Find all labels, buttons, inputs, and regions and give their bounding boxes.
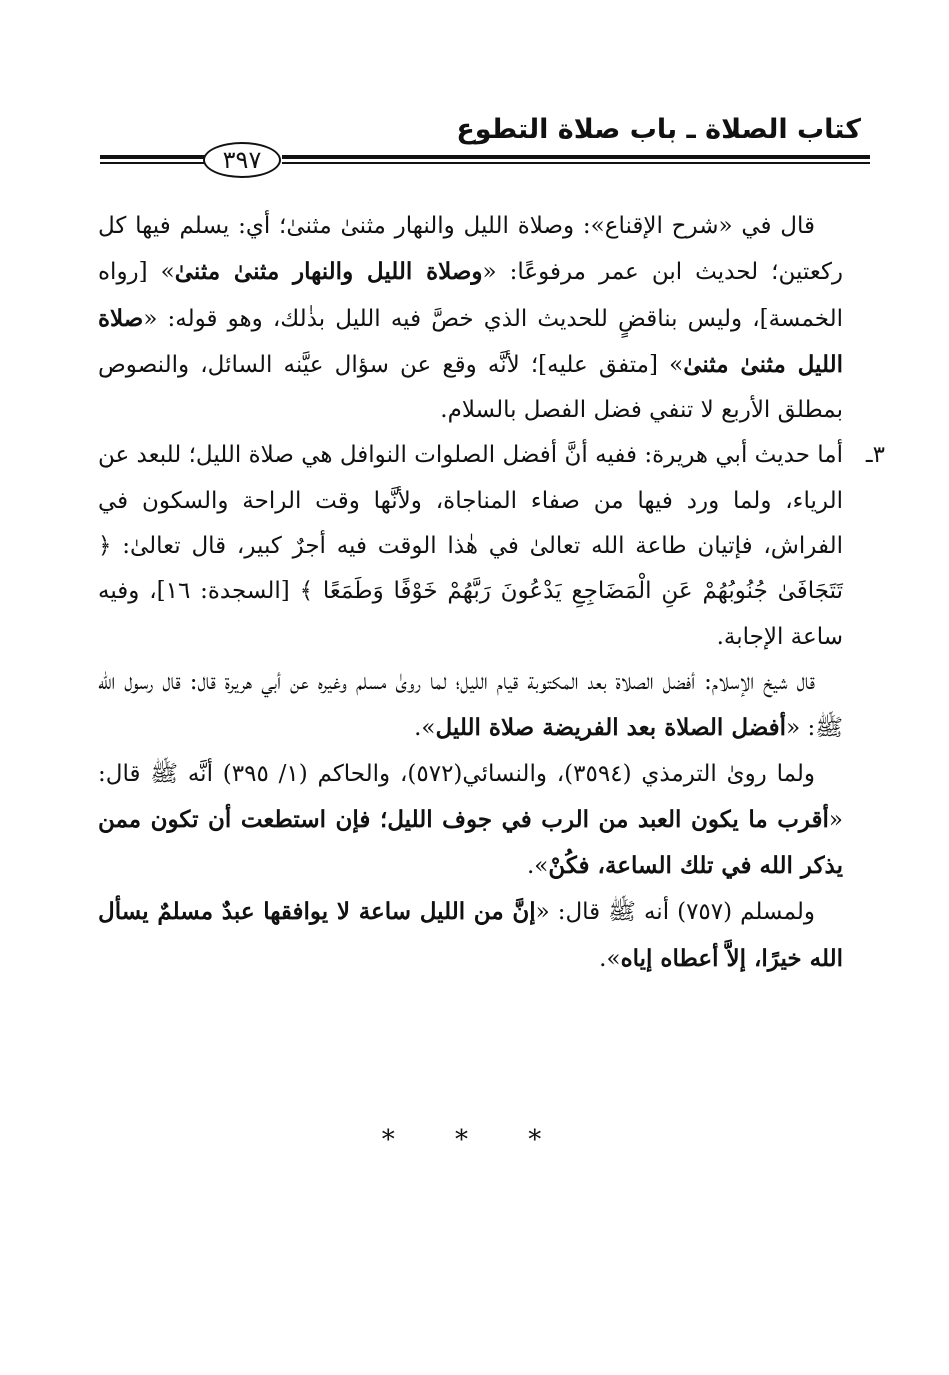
section-divider: * * *: [381, 1125, 568, 1155]
text-run: أما حديث أبي هريرة: ففيه أنَّ أفضل الصلوات النوافل هي صلاة الليل؛ للبعد عن الرياء، ولما ورد فيها من صفاء المناجاة، ولأنَّها وقت الراحة والسكون في الفراش، فإتيان طاعة الله تعالىٰ في هٰذا الوقت فيه أجرٌ كبير، قال تعالىٰ: ﴿ تَتَجَافَىٰ جُنُوبُهُمْ عَنِ الْمَضَاجِعِ يَدْعُونَ رَبَّهُمْ خَوْفًا وَطَمَعًا ﴾ [السجدة: ١٦]، وفيه ساعة الإجابة.: [98, 442, 843, 650]
rule-line: [282, 162, 870, 164]
hadith-quote: أقرب ما يكون العبد من الرب في جوف الليل؛ فإن استطعت أن تكون ممن يذكر الله في تلك الساعة، فكُنْ: [98, 805, 843, 880]
point-number: ٣ـ: [865, 442, 885, 469]
hadith-quote: أفضل الصلاة بعد الفريضة صلاة الليل: [435, 714, 787, 742]
rule-line: [100, 155, 205, 159]
page-number: ٣٩٧: [203, 142, 281, 178]
hadith-quote: وصلاة الليل والنهار مثنىٰ مثنىٰ: [174, 258, 483, 286]
hadith-quote: صلاة الليل مثنىٰ مثنىٰ: [98, 304, 843, 378]
hadith-quote: إنَّ من الليل ساعة لا يوافقها عبدٌ مسلمٌ يسأل الله خيرًا، إلاَّ أعطاه إياه: [98, 898, 843, 972]
paragraph-muslim: [98, 889, 843, 982]
paragraph-shaykh-islam: [98, 660, 843, 752]
text-run: قال في «شرح الإقناع»: وصلاة الليل والنهار مثنىٰ مثنىٰ؛ أي: يسلم فيها كل ركعتين؛ لحديث ابن عمر مرفوعًا: «: [98, 213, 843, 286]
text-run: » [رواه الخمسة]، وليس بناقضٍ للحديث الذي خصَّ فيه الليل بذٰلك، وهو قوله: «: [98, 259, 843, 332]
text-run: ».: [526, 853, 549, 880]
rule-line: [100, 162, 205, 164]
text-run: ».: [414, 715, 436, 742]
paragraph-tirmidhi: [98, 752, 843, 890]
text-run: ».: [599, 945, 621, 972]
text-run: ولمسلم (٧٥٧) أنه ﷺ قال: «: [535, 899, 815, 926]
body-text: [98, 204, 885, 982]
running-title: كتاب الصلاة ـ باب صلاة التطوع: [456, 114, 861, 145]
text-run: » [متفق عليه]؛ لأنَّه وقع عن سؤال عيَّنه السائل، والنصوص بمطلق الأربع لا تنفي فضل الفصل بالسلام.: [98, 351, 843, 424]
header-rule: [100, 138, 870, 182]
text-run: قال شيخ الإسلام: أفضل الصلاة بعد المكتوبة قيام الليل؛ لما روىٰ مسلم وغيره عن أبي هريرة قال: قال رسول الله ﷺ: «: [98, 668, 843, 742]
paragraph-point-3: [98, 433, 885, 659]
text-run: ولما روىٰ الترمذي (٣٥٩٤)، والنسائي(٥٧٢)، والحاكم (١/ ٣٩٥) أنَّه ﷺ قال: «: [98, 760, 843, 833]
paragraph-sharh-iqna: [98, 204, 843, 433]
rule-line: [282, 155, 870, 159]
